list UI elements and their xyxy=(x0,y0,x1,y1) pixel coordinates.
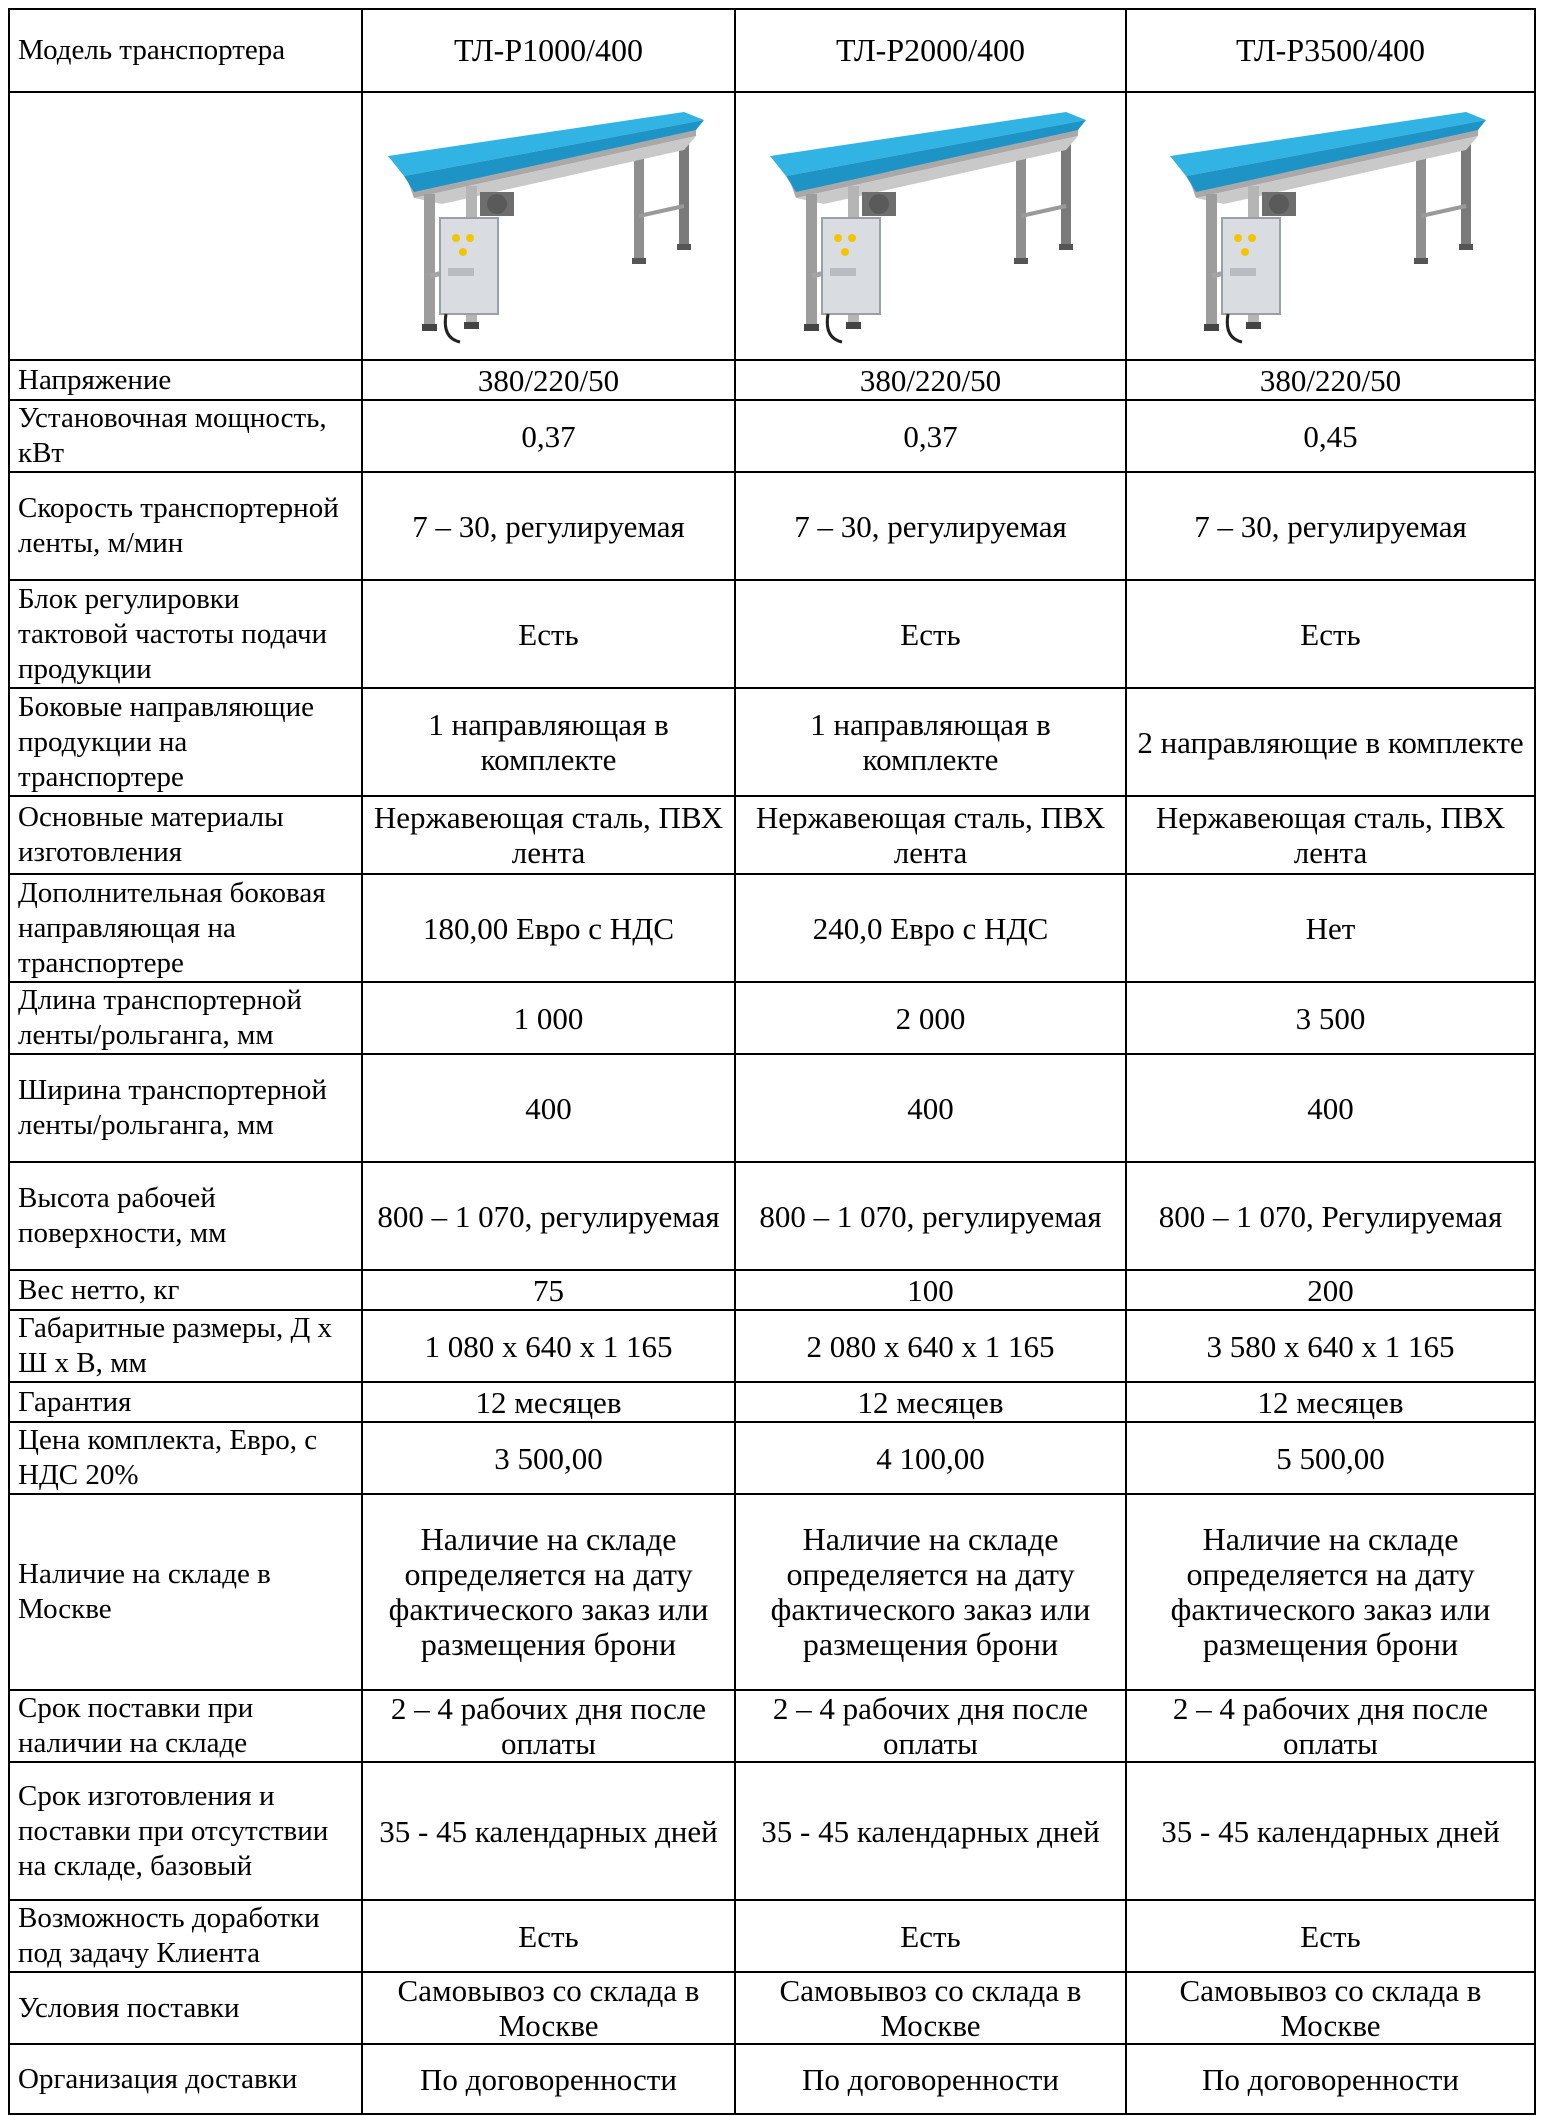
image-row-label xyxy=(9,92,362,360)
spec-label: Дополнительная боковая направляющая на транспортере xyxy=(9,874,362,982)
spec-value: Есть xyxy=(1126,580,1535,688)
spec-label: Срок изготовления и поставки при отсутствии на складе, базовый xyxy=(9,1762,362,1900)
spec-label: Блок регулировки тактовой частоты подачи продукции xyxy=(9,580,362,688)
spec-row xyxy=(9,400,1535,472)
spec-value: 2 – 4 рабочих дня после оплаты xyxy=(362,1690,735,1762)
spec-value: Есть xyxy=(735,1900,1126,1972)
conveyor-image xyxy=(766,106,1096,346)
spec-row xyxy=(9,1270,1535,1310)
spec-body xyxy=(9,360,1535,2114)
header-row xyxy=(9,9,1535,92)
spec-row xyxy=(9,472,1535,580)
spec-value: 3 580 х 640 х 1 165 xyxy=(1126,1310,1535,1382)
spec-value: 800 – 1 070, регулируемая xyxy=(362,1162,735,1270)
spec-value: Наличие на складе определяется на дату фактического заказ или размещения брони xyxy=(735,1494,1126,1690)
spec-value: По договоренности xyxy=(735,2044,1126,2114)
spec-value: 12 месяцев xyxy=(735,1382,1126,1422)
spec-table xyxy=(8,8,1536,2115)
spec-value: 800 – 1 070, Регулируемая xyxy=(1126,1162,1535,1270)
spec-value: 380/220/50 xyxy=(735,360,1126,400)
spec-value: 7 – 30, регулируемая xyxy=(735,472,1126,580)
spec-row xyxy=(9,796,1535,874)
spec-row xyxy=(9,1310,1535,1382)
spec-value: Самовывоз со склада в Москве xyxy=(362,1972,735,2044)
spec-row xyxy=(9,1162,1535,1270)
spec-value: 2 – 4 рабочих дня после оплаты xyxy=(1126,1690,1535,1762)
spec-value: 100 xyxy=(735,1270,1126,1310)
spec-value: 380/220/50 xyxy=(362,360,735,400)
spec-value: 380/220/50 xyxy=(1126,360,1535,400)
spec-label: Напряжение xyxy=(9,360,362,400)
model-name: ТЛ-Р3500/400 xyxy=(1126,9,1535,92)
conveyor-image xyxy=(384,106,714,346)
product-image xyxy=(735,92,1126,360)
spec-label: Основные материалы изготовления xyxy=(9,796,362,874)
spec-label: Цена комплекта, Евро, с НДС 20% xyxy=(9,1422,362,1494)
spec-row xyxy=(9,580,1535,688)
spec-value: 400 xyxy=(1126,1054,1535,1162)
spec-label: Вес нетто, кг xyxy=(9,1270,362,1310)
spec-label: Ширина транспортерной ленты/рольганга, мм xyxy=(9,1054,362,1162)
spec-value: Есть xyxy=(362,1900,735,1972)
spec-value: 2 – 4 рабочих дня после оплаты xyxy=(735,1690,1126,1762)
product-image xyxy=(1126,92,1535,360)
model-name: ТЛ-Р1000/400 xyxy=(362,9,735,92)
spec-value: 1 080 х 640 х 1 165 xyxy=(362,1310,735,1382)
spec-value: 12 месяцев xyxy=(362,1382,735,1422)
spec-label: Установочная мощность, кВт xyxy=(9,400,362,472)
spec-row xyxy=(9,1382,1535,1422)
spec-value: Нержавеющая сталь, ПВХ лента xyxy=(1126,796,1535,874)
spec-label: Срок поставки при наличии на складе xyxy=(9,1690,362,1762)
spec-value: 35 - 45 календарных дней xyxy=(735,1762,1126,1900)
spec-row xyxy=(9,1762,1535,1900)
product-image xyxy=(362,92,735,360)
spec-value: 0,37 xyxy=(735,400,1126,472)
spec-value: По договоренности xyxy=(362,2044,735,2114)
spec-value: Самовывоз со склада в Москве xyxy=(735,1972,1126,2044)
spec-label: Возможность доработки под задачу Клиента xyxy=(9,1900,362,1972)
spec-row xyxy=(9,1054,1535,1162)
spec-value: 12 месяцев xyxy=(1126,1382,1535,1422)
spec-value: 1 направляющая в комплекте xyxy=(735,688,1126,796)
spec-value: 2 направляющие в комплекте xyxy=(1126,688,1535,796)
spec-value: Самовывоз со склада в Москве xyxy=(1126,1972,1535,2044)
spec-row xyxy=(9,874,1535,982)
spec-value: 5 500,00 xyxy=(1126,1422,1535,1494)
spec-value: 800 – 1 070, регулируемая xyxy=(735,1162,1126,1270)
spec-value: Нержавеющая сталь, ПВХ лента xyxy=(362,796,735,874)
spec-value: 400 xyxy=(735,1054,1126,1162)
spec-value: Нержавеющая сталь, ПВХ лента xyxy=(735,796,1126,874)
model-name: ТЛ-Р2000/400 xyxy=(735,9,1126,92)
spec-row xyxy=(9,2044,1535,2114)
spec-value: Есть xyxy=(362,580,735,688)
header-label: Модель транспортера xyxy=(9,9,362,92)
spec-value: 240,0 Евро с НДС xyxy=(735,874,1126,982)
spec-value: 0,37 xyxy=(362,400,735,472)
image-row xyxy=(9,92,1535,360)
spec-value: 2 080 х 640 х 1 165 xyxy=(735,1310,1126,1382)
spec-value: 400 xyxy=(362,1054,735,1162)
spec-value: 1 направляющая в комплекте xyxy=(362,688,735,796)
spec-value: 7 – 30, регулируемая xyxy=(362,472,735,580)
spec-label: Скорость транспортерной ленты, м/мин xyxy=(9,472,362,580)
spec-row xyxy=(9,360,1535,400)
spec-label: Наличие на складе в Москве xyxy=(9,1494,362,1690)
spec-value: Есть xyxy=(1126,1900,1535,1972)
spec-label: Боковые направляющие продукции на транспортере xyxy=(9,688,362,796)
spec-value: 1 000 xyxy=(362,982,735,1054)
spec-value: Есть xyxy=(735,580,1126,688)
spec-row xyxy=(9,1422,1535,1494)
spec-value: 180,00 Евро с НДС xyxy=(362,874,735,982)
spec-label: Организация доставки xyxy=(9,2044,362,2114)
spec-row xyxy=(9,982,1535,1054)
spec-label: Высота рабочей поверхности, мм xyxy=(9,1162,362,1270)
spec-value: Наличие на складе определяется на дату фактического заказ или размещения брони xyxy=(362,1494,735,1690)
spec-value: Нет xyxy=(1126,874,1535,982)
spec-row xyxy=(9,1972,1535,2044)
spec-row xyxy=(9,1900,1535,1972)
spec-value: 2 000 xyxy=(735,982,1126,1054)
spec-row xyxy=(9,688,1535,796)
conveyor-image xyxy=(1166,106,1496,346)
spec-value: По договоренности xyxy=(1126,2044,1535,2114)
spec-value: 200 xyxy=(1126,1270,1535,1310)
spec-value: Наличие на складе определяется на дату фактического заказ или размещения брони xyxy=(1126,1494,1535,1690)
spec-value: 35 - 45 календарных дней xyxy=(362,1762,735,1900)
spec-value: 7 – 30, регулируемая xyxy=(1126,472,1535,580)
spec-row xyxy=(9,1690,1535,1762)
spec-label: Условия поставки xyxy=(9,1972,362,2044)
spec-value: 4 100,00 xyxy=(735,1422,1126,1494)
spec-row xyxy=(9,1494,1535,1690)
spec-label: Длина транспортерной ленты/рольганга, мм xyxy=(9,982,362,1054)
spec-value: 3 500,00 xyxy=(362,1422,735,1494)
spec-value: 0,45 xyxy=(1126,400,1535,472)
spec-value: 35 - 45 календарных дней xyxy=(1126,1762,1535,1900)
spec-value: 75 xyxy=(362,1270,735,1310)
spec-label: Габаритные размеры, Д х Ш х В, мм xyxy=(9,1310,362,1382)
spec-label: Гарантия xyxy=(9,1382,362,1422)
spec-value: 3 500 xyxy=(1126,982,1535,1054)
